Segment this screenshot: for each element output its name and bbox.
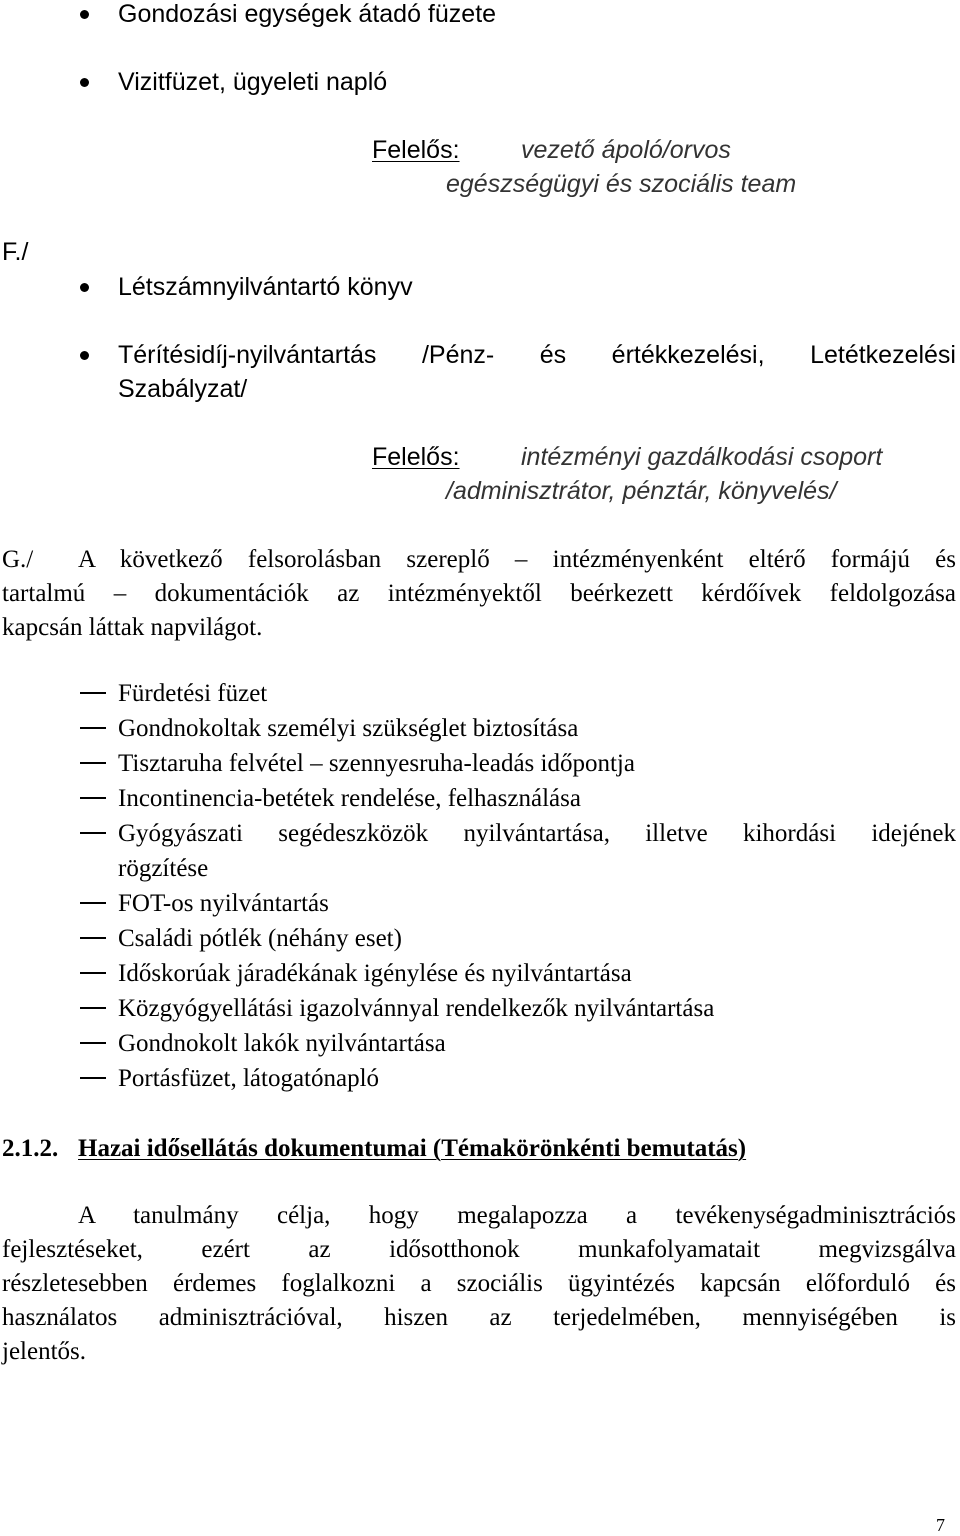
dash-marker-icon (80, 727, 106, 729)
section-label: G./ (2, 546, 34, 573)
bullet-dot-icon (80, 78, 89, 87)
page-number: 7 (936, 1515, 945, 1535)
paragraph-line: jelentős. (2, 1338, 87, 1365)
list-item-continuation: rögzítése (118, 855, 209, 882)
dash-marker-icon (80, 902, 106, 904)
dash-marker-icon (80, 1007, 106, 1009)
paragraph-line: részletesebben érdemes foglalkozni a szociális ügyintézés kapcsán előforduló és (2, 1270, 956, 1297)
bullet-dot-icon (80, 283, 89, 292)
dash-marker-icon (80, 762, 106, 764)
responsible-value: vezető ápoló/orvos (521, 136, 731, 164)
list-item: Gondnokoltak személyi szükséglet biztosítása (118, 715, 579, 742)
paragraph-line: fejlesztéseket, ezért az idősotthonok munkafolyamatait megvizsgálva (2, 1236, 956, 1263)
bullet-dot-icon (80, 10, 89, 19)
paragraph-line: tartalmú – dokumentációk az intézményektől beérkezett kérdőívek feldolgozása (2, 580, 956, 607)
responsible-value: egészségügyi és szociális team (446, 170, 797, 198)
list-item: Gondnokolt lakók nyilvántartása (118, 1030, 446, 1057)
section-label: F./ (2, 238, 29, 266)
paragraph-line: használatos adminisztrációval, hiszen az terjedelmében, mennyiségében is (2, 1304, 956, 1331)
list-item: Családi pótlék (néhány eset) (118, 925, 402, 952)
responsible-value: /adminisztrátor, pénztár, könyvelés/ (446, 477, 837, 505)
bullet-item-continuation: Szabályzat/ (118, 375, 248, 403)
bullet-item: Gondozási egységek átadó füzete (118, 0, 497, 28)
dash-marker-icon (80, 692, 106, 694)
list-item: Incontinencia-betétek rendelése, felhasználása (118, 785, 581, 812)
list-item: Gyógyászati segédeszközök nyilvántartása, illetve kihordási idejének (118, 820, 956, 847)
list-item: FOT-os nyilvántartás (118, 890, 329, 917)
paragraph-line: A tanulmány célja, hogy megalapozza a tevékenységadminisztrációs (78, 1202, 956, 1229)
list-item: Fürdetési füzet (118, 680, 268, 707)
dash-marker-icon (80, 1042, 106, 1044)
bullet-dot-icon (80, 351, 89, 360)
dash-marker-icon (80, 937, 106, 939)
responsible-label: Felelős: (372, 443, 460, 471)
responsible-value: intézményi gazdálkodási csoport (521, 443, 883, 471)
list-item: Portásfüzet, látogatónapló (118, 1065, 380, 1092)
list-item: Időskorúak járadékának igénylése és nyilvántartása (118, 960, 632, 987)
list-item: Közgyógyellátási igazolvánnyal rendelkezők nyilvántartása (118, 995, 715, 1022)
dash-marker-icon (80, 972, 106, 974)
dash-marker-icon (80, 797, 106, 799)
list-item: Tisztaruha felvétel – szennyesruha-leadás időpontja (118, 750, 635, 777)
bullet-item: Térítésidíj-nyilvántartás /Pénz- és értékkezelési, Letétkezelési (118, 341, 956, 369)
bullet-item: Vizitfüzet, ügyeleti napló (118, 68, 388, 96)
section-number: 2.1.2. (2, 1135, 59, 1162)
dash-marker-icon (80, 1077, 106, 1079)
paragraph-line: A következő felsorolásban szereplő – intézményenként eltérő formájú és (78, 546, 956, 573)
section-title: Hazai idősellátás dokumentumai (Témakörönkénti bemutatás) (78, 1135, 747, 1162)
dash-marker-icon (80, 832, 106, 834)
bullet-item: Létszámnyilvántartó könyv (118, 273, 413, 301)
paragraph-line: kapcsán láttak napvilágot. (2, 614, 263, 641)
responsible-label: Felelős: (372, 136, 460, 164)
